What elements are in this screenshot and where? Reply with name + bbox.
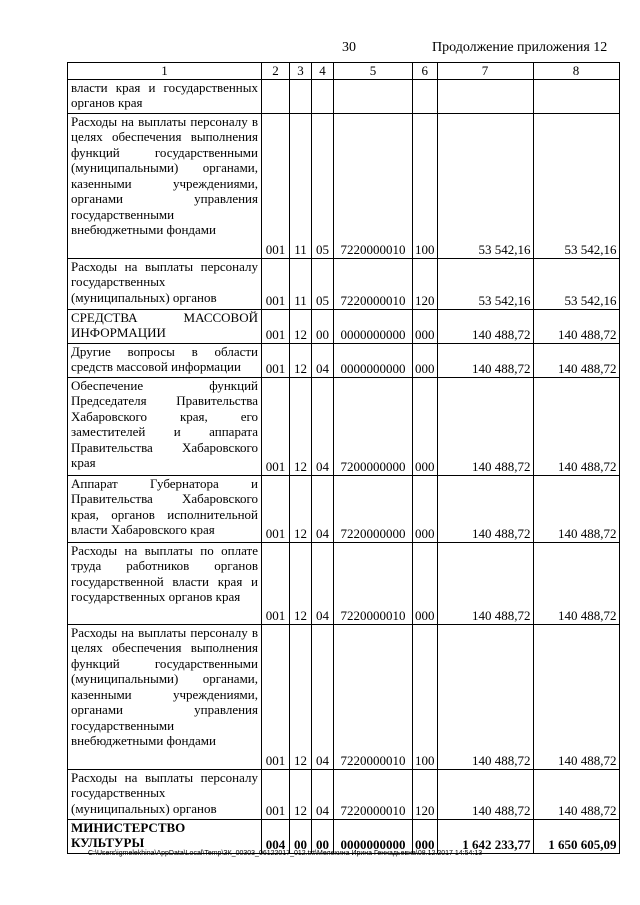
subsection-code-cell: 05	[312, 113, 334, 258]
table-row	[68, 819, 620, 853]
amount-year1-cell: 53 542,16	[437, 113, 533, 258]
expense-type-cell: 000	[413, 542, 438, 624]
row-name-cell: Расходы на выплаты персоналу в целях обеспечения выполнения функций государственными (муниципальными) органами, казенными учреждениями, органами управления государственными внебюджетными фондами	[68, 113, 262, 258]
target-article-cell: 7220000010	[334, 542, 413, 624]
amount-year2-cell: 140 488,72	[533, 542, 619, 624]
budget-table	[67, 62, 620, 854]
target-article-cell: 7220000000	[334, 475, 413, 542]
target-article-cell: 0000000000	[334, 309, 413, 343]
target-article-cell: 7200000000	[334, 377, 413, 475]
amount-year2-cell: 53 542,16	[533, 258, 619, 309]
ministry-code-cell: 001	[262, 624, 290, 769]
section-code-cell: 12	[290, 769, 312, 819]
ministry-code-cell	[262, 79, 290, 113]
table-row	[68, 309, 620, 343]
amount-year2-cell: 140 488,72	[533, 624, 619, 769]
ministry-code-cell: 004	[262, 819, 290, 853]
row-name-cell: Расходы на выплаты персоналу государственных (муниципальных) органов	[68, 769, 262, 819]
amount-year1-cell: 140 488,72	[437, 542, 533, 624]
expense-type-cell: 000	[413, 819, 438, 853]
table-row	[68, 343, 620, 377]
subsection-code-cell: 04	[312, 624, 334, 769]
amount-year2-cell: 53 542,16	[533, 113, 619, 258]
subsection-code-cell: 05	[312, 258, 334, 309]
row-name-cell: СРЕДСТВА МАССОВОЙ ИНФОРМАЦИИ	[68, 309, 262, 343]
appendix-continuation-title: Продолжение приложения 12	[432, 40, 608, 55]
table-row	[68, 113, 620, 258]
subsection-code-cell: 04	[312, 343, 334, 377]
page-number: 30	[342, 40, 356, 55]
subsection-code-cell: 04	[312, 769, 334, 819]
subsection-code-cell	[312, 79, 334, 113]
section-code-cell: 12	[290, 624, 312, 769]
amount-year1-cell: 140 488,72	[437, 343, 533, 377]
row-name-cell: Обеспечение функций Председателя Правительства Хабаровского края, его заместителей и аппарата Правительства Хабаровского края	[68, 377, 262, 475]
amount-year1-cell: 140 488,72	[437, 624, 533, 769]
ministry-code-cell: 001	[262, 113, 290, 258]
row-name-cell: власти края и государственных органов края	[68, 79, 262, 113]
column-header: 6	[413, 63, 438, 80]
section-code-cell: 12	[290, 542, 312, 624]
subsection-code-cell: 04	[312, 377, 334, 475]
table-row	[68, 258, 620, 309]
target-article-cell: 7220000010	[334, 769, 413, 819]
ministry-code-cell: 001	[262, 377, 290, 475]
row-name-cell: Расходы на выплаты персоналу государственных (муниципальных) органов	[68, 258, 262, 309]
column-header: 5	[334, 63, 413, 80]
target-article-cell: 7220000010	[334, 113, 413, 258]
amount-year2-cell: 140 488,72	[533, 309, 619, 343]
amount-year1-cell: 140 488,72	[437, 769, 533, 819]
section-code-cell: 12	[290, 343, 312, 377]
amount-year2-cell: 1 650 605,09	[533, 819, 619, 853]
row-name-cell: МИНИСТЕРСТВО КУЛЬТУРЫ	[68, 819, 262, 853]
amount-year2-cell: 140 488,72	[533, 377, 619, 475]
amount-year2-cell	[533, 79, 619, 113]
ministry-code-cell: 001	[262, 258, 290, 309]
section-code-cell: 00	[290, 819, 312, 853]
target-article-cell: 0000000000	[334, 819, 413, 853]
expense-type-cell: 000	[413, 377, 438, 475]
section-code-cell: 12	[290, 377, 312, 475]
amount-year1-cell: 140 488,72	[437, 475, 533, 542]
amount-year2-cell: 140 488,72	[533, 343, 619, 377]
table-row	[68, 769, 620, 819]
table-row	[68, 377, 620, 475]
expense-type-cell	[413, 79, 438, 113]
section-code-cell: 12	[290, 309, 312, 343]
target-article-cell: 0000000000	[334, 343, 413, 377]
table-row	[68, 79, 620, 113]
subsection-code-cell: 04	[312, 542, 334, 624]
expense-type-cell: 120	[413, 258, 438, 309]
column-header: 3	[290, 63, 312, 80]
amount-year2-cell: 140 488,72	[533, 475, 619, 542]
amount-year1-cell: 140 488,72	[437, 377, 533, 475]
ministry-code-cell: 001	[262, 542, 290, 624]
subsection-code-cell: 00	[312, 819, 334, 853]
section-code-cell	[290, 79, 312, 113]
ministry-code-cell: 001	[262, 475, 290, 542]
section-code-cell: 11	[290, 113, 312, 258]
table-row	[68, 624, 620, 769]
target-article-cell: 7220000010	[334, 624, 413, 769]
column-header: 4	[312, 63, 334, 80]
row-name-cell: Другие вопросы в области средств массовой информации	[68, 343, 262, 377]
target-article-cell: 7220000010	[334, 258, 413, 309]
ministry-code-cell: 001	[262, 769, 290, 819]
table-row	[68, 542, 620, 624]
amount-year2-cell: 140 488,72	[533, 769, 619, 819]
expense-type-cell: 000	[413, 475, 438, 542]
expense-type-cell: 100	[413, 113, 438, 258]
row-name-cell: Расходы на выплаты персоналу в целях обеспечения выполнения функций государственными (муниципальными) органами, казенными учреждениями, органами управления государственными внебюджетными фондами	[68, 624, 262, 769]
expense-type-cell: 000	[413, 309, 438, 343]
row-name-cell: Расходы на выплаты по оплате труда работников органов государственной власти края и государственных органов края	[68, 542, 262, 624]
amount-year1-cell	[437, 79, 533, 113]
column-header: 8	[533, 63, 619, 80]
expense-type-cell: 120	[413, 769, 438, 819]
column-header: 7	[437, 63, 533, 80]
amount-year1-cell: 140 488,72	[437, 309, 533, 343]
row-name-cell: Аппарат Губернатора и Правительства Хабаровского края, органов исполнительной власти Хабаровского края	[68, 475, 262, 542]
column-header: 2	[262, 63, 290, 80]
section-code-cell: 12	[290, 475, 312, 542]
section-code-cell: 11	[290, 258, 312, 309]
subsection-code-cell: 04	[312, 475, 334, 542]
expense-type-cell: 100	[413, 624, 438, 769]
subsection-code-cell: 00	[312, 309, 334, 343]
target-article-cell	[334, 79, 413, 113]
column-header: 1	[68, 63, 262, 80]
file-path-footer: C:\Users\igmelekhina\AppData\Local\Temp\ЗК_00303_06122017_012.txt\Мелехина Ирина Геннадьевна\08.12.2017 14:54:13	[88, 850, 483, 857]
table-row	[68, 475, 620, 542]
amount-year1-cell: 1 642 233,77	[437, 819, 533, 853]
amount-year1-cell: 53 542,16	[437, 258, 533, 309]
expense-type-cell: 000	[413, 343, 438, 377]
ministry-code-cell: 001	[262, 343, 290, 377]
table-header-row	[68, 63, 620, 80]
ministry-code-cell: 001	[262, 309, 290, 343]
